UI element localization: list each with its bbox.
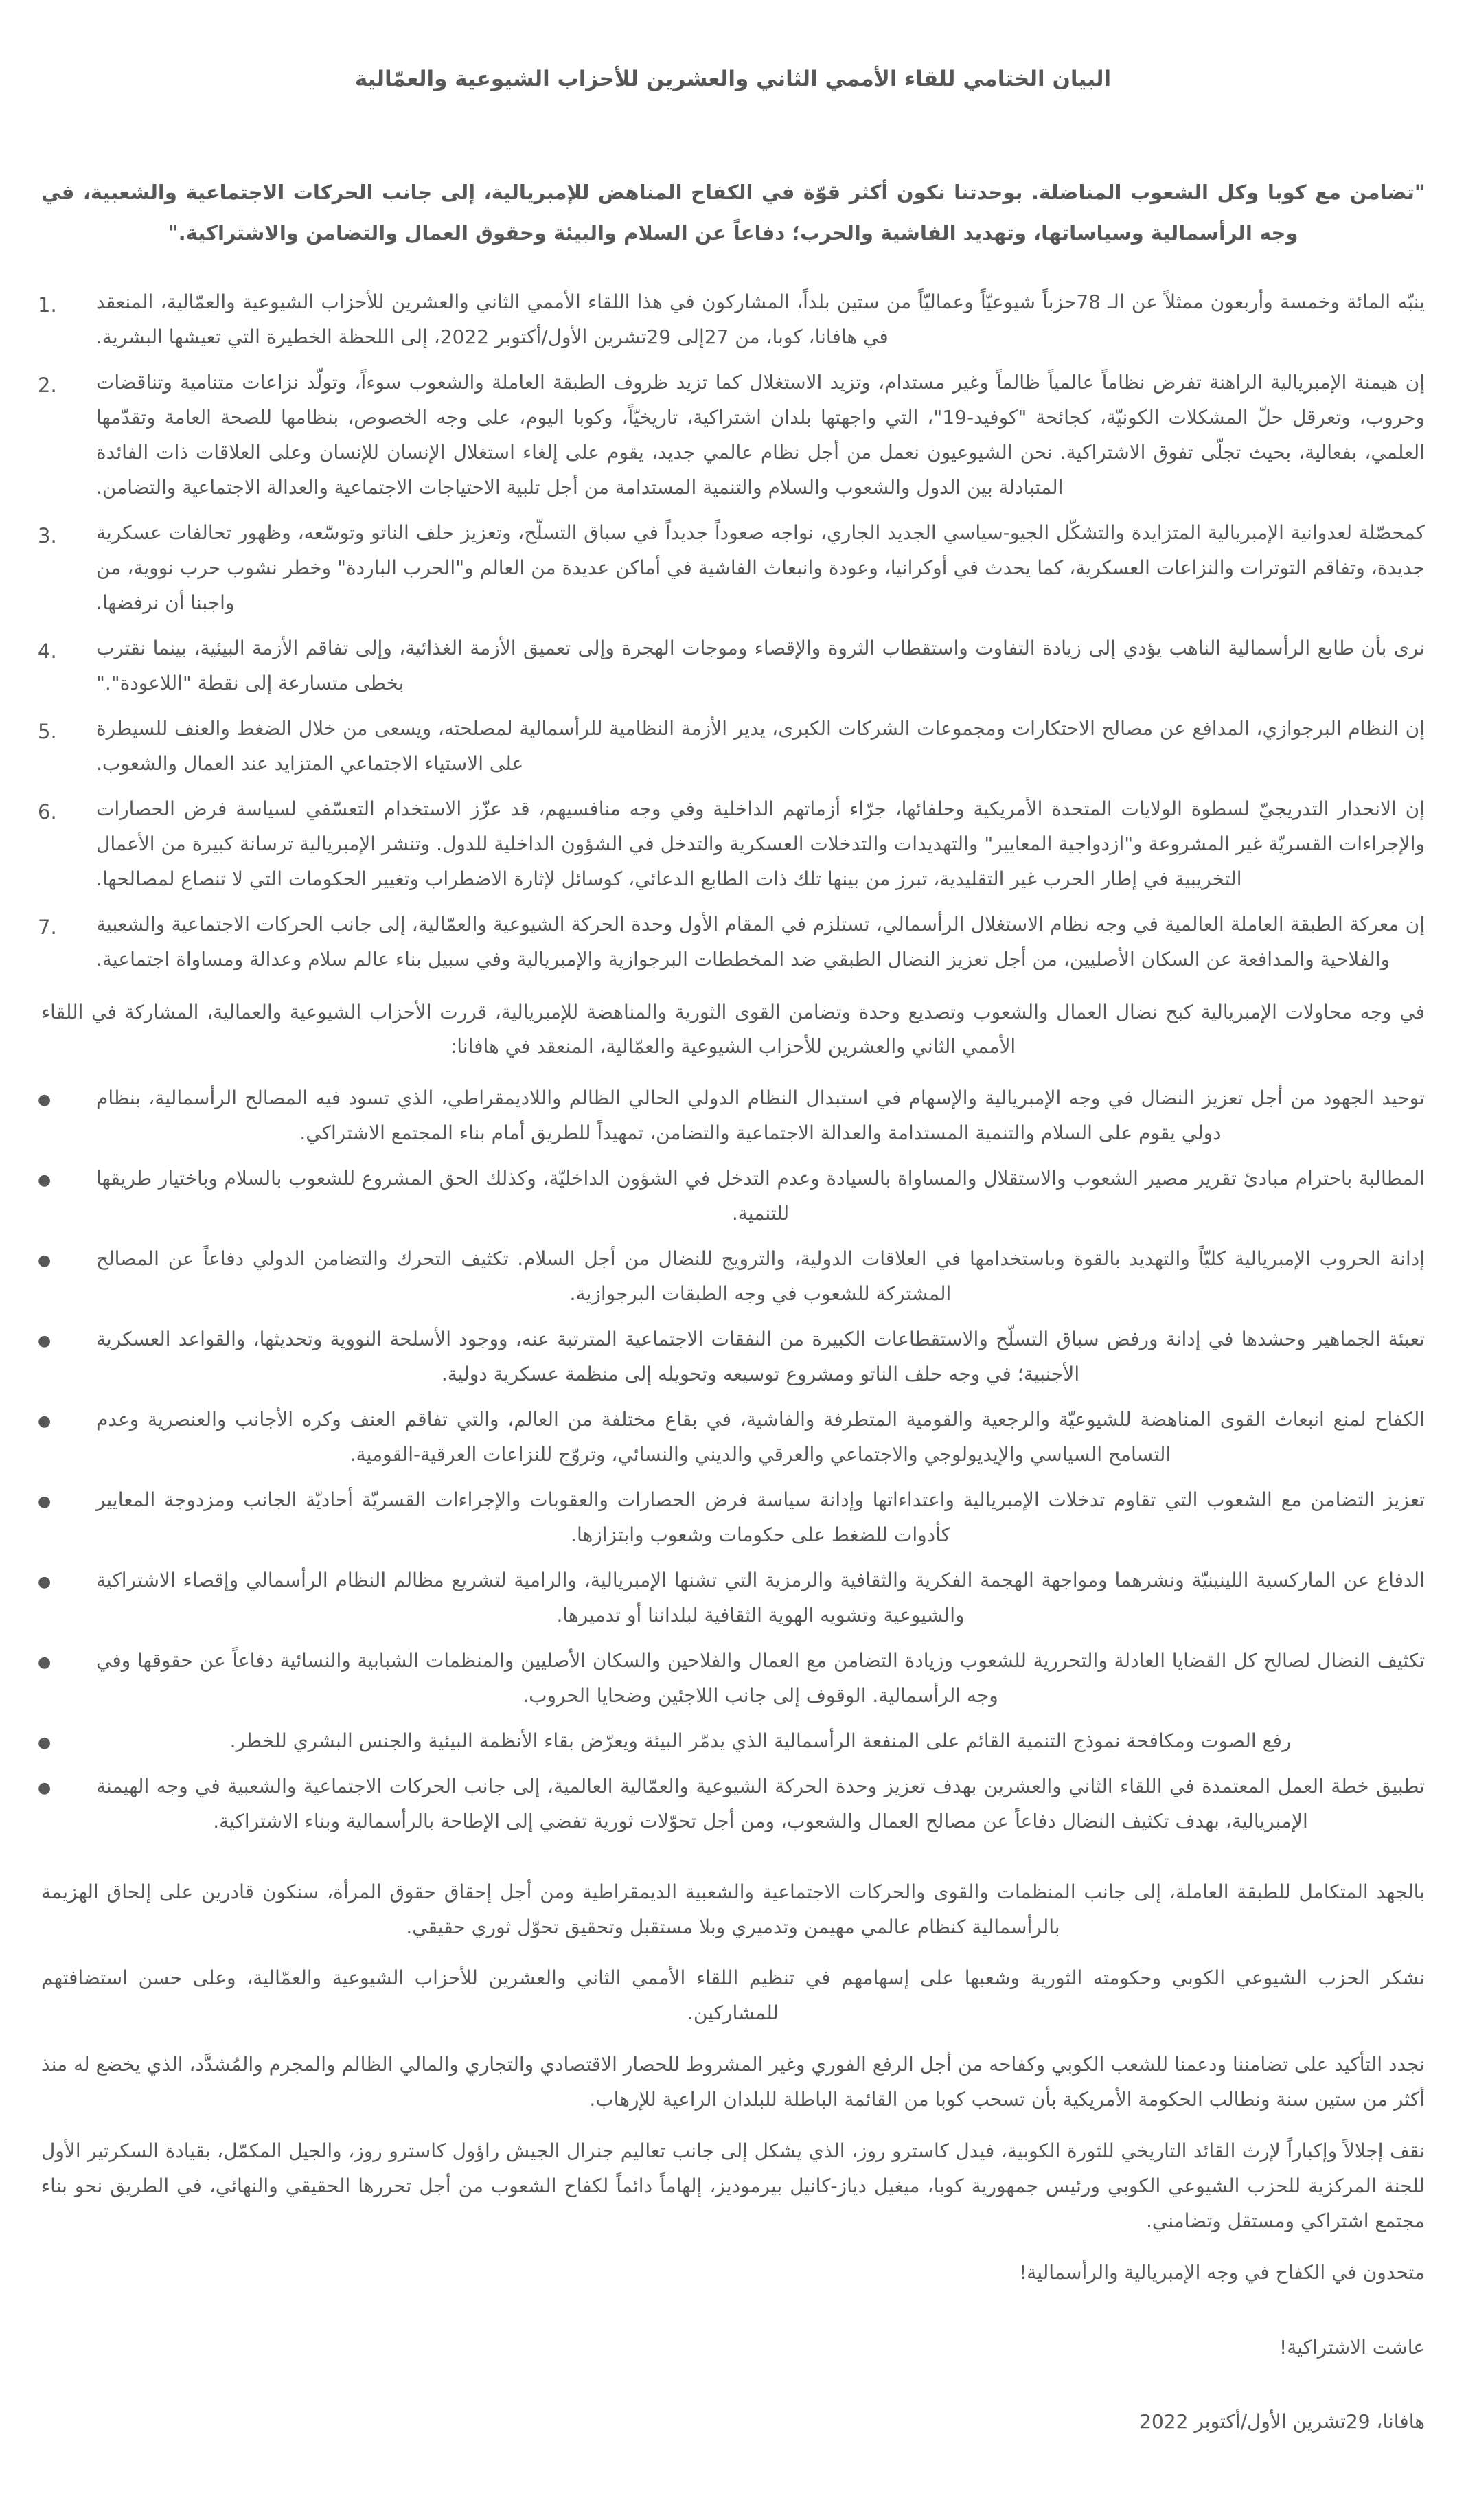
item-number: 7. (38, 915, 57, 939)
bullet-icon: ● (38, 1172, 51, 1190)
bullet-text: الدفاع عن الماركسية اللينينيّة ونشرهما ومواجهة الهجمة الفكرية والثقافية والرمزية التي تشنها الإمبريالية، والرامية لتشريع مظالم النظام الرأسمالي وإقصاء الاشتراكية والشيوعية وتشويه الهوية الثقافية لبلداننا أو تدميرها. (96, 1568, 1425, 1626)
bullet-item-8 (24, 1644, 1442, 1714)
closing-paragraph-3: نجدد التأكيد على تضامننا ودعمنا للشعب الكوبي وكفاحه من أجل الرفع الفوري وغير المشروط للحصار الاقتصادي والتجاري والمالي الظالم والمجرم والمُشدَّد، الذي يخضع له منذ أكثر من ستين سنة ونطالب الحكومة الأمريكية بأن تسحب كوبا من القائمة الباطلة للبلدان الراعية للإرهاب. (41, 2053, 1425, 2111)
bullet-lead-paragraph: في وجه محاولات الإمبريالية كبح نضال العمال والشعوب وتصديع وحدة وتضامن القوى الثورية والمناهضة للإمبريالية، قررت الأحزاب الشيوعية والعمالية، المشاركة في اللقاء الأممي الثاني والعشرين للأحزاب الشيوعية والعمّالية، المنعقد في هافانا: (41, 1000, 1425, 1058)
item-text: إن معركة الطبقة العاملة العالمية في وجه نظام الاستغلال الرأسمالي، تستلزم في المقام الأول وحدة الحركة الشيوعية والعمّالية، إلى جانب الحركات الاجتماعية والشعبية والفلاحية والمدافعة عن السكان الأصليين، من أجل تعزيز النضال الطبقي ضد المخططات البرجوازية والإمبريالية وفي سبيل بناء عالم سلام وعدالة ومساواة اجتماعية. (96, 912, 1425, 970)
item-text: إن هيمنة الإمبريالية الراهنة تفرض نظاماً عالمياً ظالماً وغير مستدام، وتزيد الاستغلال كما تزيد ظروف الطبقة العاملة والشعوب سوءاً، وتولّد نزاعات متنامية وتناقضات وحروب، وتعرقل حلّ المشكلات الكونيّة، كجائحة "كوفيد-19"، التي واجهتها بلدان اشتراكية، تاريخيّاً، وكوبا اليوم، على وجه الخصوص، بنظامها للصحة العامة وتقدّمها العلمي، بفعالية، بحيث تجلّى تفوق الاشتراكية. نحن الشيوعيون نعمل من أجل نظام عالمي جديد، يقوم على إلغاء استغلال الإنسان للإنسان وعلى العلاقات ذات الفائدة المتبادلة بين الدول والشعوب والسلام والتنمية المستدامة من أجل تلبية الاحتياجات الاجتماعية والعدالة الاجتماعية والتضامن. (96, 371, 1425, 499)
bullet-text: تعزيز التضامن مع الشعوب التي تقاوم تدخلات الإمبريالية واعتداءاتها وإدانة سياسة فرض الحصارات والعقوبات والإجراءات القسريّة أحاديّة الجانب ومزدوجة المعايير كأدوات للضغط على حكومات وشعوب وابتزازها. (96, 1488, 1425, 1546)
bullet-text: إدانة الحروب الإمبريالية كليّاً والتهديد بالقوة وباستخدامها في العلاقات الدولية، والترويج للنضال من أجل السلام. تكثيف التحرك والتضامن الدولي دفاعاً عن المصالح المشتركة للشعوب في وجه الطبقات البرجوازية. (96, 1247, 1425, 1306)
numbered-item-6 (24, 792, 1442, 897)
numbered-item-2 (24, 365, 1442, 506)
bullet-icon: ● (38, 1332, 51, 1350)
intro-statement: "تضامن مع كوبا وكل الشعوب المناضلة. بوحدتنا نكون أكثر قوّة في الكفاح المناهض للإمبريالية، إلى جانب الحركات الاجتماعية والشعبية، في وجه الرأسمالية وسياساتها، وتهديد الفاشية والحرب؛ دفاعاً عن السلام والبيئة وحقوق العمال والتضامن والاشتراكية." (41, 180, 1425, 245)
bullet-item-4 (24, 1322, 1442, 1392)
bullet-item-5 (24, 1403, 1442, 1473)
item-number: 1. (38, 293, 57, 317)
bullet-icon: ● (38, 1413, 51, 1431)
bullet-item-6 (24, 1483, 1442, 1553)
bullet-text: المطالبة باحترام مبادئ تقرير مصير الشعوب والاستقلال والمساواة بالسيادة وعدم التدخل في الشؤون الداخليّة، وكذلك الحق المشروع للشعوب بالسلام وباختيار طريقها للتنمية. (96, 1167, 1425, 1225)
item-number: 3. (38, 524, 57, 548)
bullet-item-7 (24, 1563, 1442, 1633)
item-number: 2. (38, 374, 57, 398)
item-number: 4. (38, 639, 57, 663)
bullet-item-1 (24, 1081, 1442, 1151)
item-text: نرى بأن طابع الرأسمالية الناهب يؤدي إلى زيادة التفاوت واستقطاب الثروة والإقصاء وموجات الهجرة وإلى تعميق الأزمة الغذائية، وإلى تفاقم الأزمة البيئية، بينما نقترب بخطى متسارعة إلى نقطة "اللاعودة"." (96, 636, 1425, 694)
bullet-text: الكفاح لمنع انبعاث القوى المناهضة للشيوعيّة والرجعية والقومية المتطرفة والفاشية، في بقاع مختلفة من العالم، والتي تفاقم العنف وكره الأجانب والعنصرية وعدم التسامح السياسي والإيديولوجي والاجتماعي والعرقي والديني والنسائي، وتروّج للنزاعات العرقية-القومية. (96, 1408, 1425, 1466)
bullet-item-10 (24, 1769, 1442, 1839)
bullet-text: تعبئة الجماهير وحشدها في إدانة ورفض سباق التسلّح والاستقطاعات الكبيرة من النفقات الاجتماعية المترتبة عنه، ووجود الأسلحة النووية وتحديثها، والقواعد العسكرية الأجنبية؛ في وجه حلف الناتو ومشروع توسيعه وتحويله إلى منظمة عسكرية دولية. (96, 1328, 1425, 1386)
bullet-item-2 (24, 1161, 1442, 1231)
bullet-icon: ● (38, 1653, 51, 1671)
slogan-anti-imperialism: متحدون في الكفاح في وجه الإمبريالية والرأسمالية! (1019, 2261, 1425, 2284)
section-spacer (24, 1857, 1442, 1875)
bullet-icon: ● (38, 1492, 51, 1510)
slogan-socialism: عاشت الاشتراكية! (1279, 2335, 1425, 2359)
numbered-item-5 (24, 712, 1442, 782)
bullet-icon: ● (38, 1573, 51, 1591)
bullet-item-9 (24, 1724, 1442, 1759)
dateline: هافانا، 29تشرين الأول/أكتوبر 2022 (1139, 2409, 1425, 2433)
bullet-icon: ● (38, 1091, 51, 1109)
item-text: إن النظام البرجوازي، المدافع عن مصالح الاحتكارات ومجموعات الشركات الكبرى، يدير الأزمة النظامية للرأسمالية لمصلحته، ويسعى من خلال الضغط والعنف للسيطرة على الاستياء الاجتماعي المتزايد عند العمال والشعوب. (96, 716, 1425, 775)
bullet-text: تكثيف النضال لصالح كل القضايا العادلة والتحررية للشعوب وزيادة التضامن مع العمال والفلاحين والسكان الأصليين والمنظمات الشبابية والنسائية دفاعاً عن حقوقها وفي وجه الرأسمالية. الوقوف إلى جانب اللاجئين وضحايا الحروب. (96, 1648, 1425, 1707)
numbered-item-7 (24, 907, 1442, 977)
item-text: كمحصّلة لعدوانية الإمبريالية المتزايدة والتشكّل الجيو-سياسي الجديد الجاري، نواجه صعوداً جديداً في سباق التسلّح، وتعزيز حلف الناتو وتوسّعه، وظهور تحالفات عسكرية جديدة، وتفاقم التوترات والنزاعات العسكرية، كما يحدث في أوكرانيا، وعودة وانبعاث الفاشية في أماكن عديدة من العالم و"الحرب الباردة" وخطر نشوب حرب نووية، من واجبنا أن نرفضها. (96, 521, 1425, 614)
bullet-icon: ● (38, 1779, 51, 1797)
bullet-item-3 (24, 1242, 1442, 1312)
closing-paragraph-2: نشكر الحزب الشيوعي الكوبي وحكومته الثورية وشعبها على إسهامهم في تنظيم اللقاء الأممي الثاني والعشرين للأحزاب الشيوعية والعمّالية، وعلى حسن استضافتهم للمشاركين. (41, 1966, 1425, 2025)
numbered-item-1 (24, 285, 1442, 355)
numbered-item-4 (24, 631, 1442, 701)
bullet-list (24, 1081, 1442, 1839)
tribute-paragraph: نقف إجلالاً وإكباراً لإرث القائد التاريخي للثورة الكوبية، فيدل كاسترو روز، الذي يشكل إلى جانب تعاليم جنرال الجيش راؤول كاسترو روز، والجيل المكمّل، بقيادة السكرتير الأول للجنة المركزية للحزب الشيوعي الكوبي ورئيس جمهورية كوبا، ميغيل دياز-كانيل بيرموديز، إلهاماً دائماً لكفاح الشعوب من أجل تحررها الحقيقي والنهائي، في الطريق نحو بناء مجتمع اشتراكي ومستقل وتضامني. (41, 2139, 1425, 2233)
item-text: ينبّه المائة وخمسة وأربعون ممثلاً عن الـ 78حزباً شيوعيّاً وعماليّاً من ستين بلداً، المشاركون في هذا اللقاء الأممي الثاني والعشرين للأحزاب الشيوعية والعمّالية، المنعقد في هافانا، كوبا، من 27إلى 29تشرين الأول/أكتوبر 2022، إلى اللحظة الخطيرة التي تعيشها البشرية. (96, 291, 1425, 349)
bullet-text: تطبيق خطة العمل المعتمدة في اللقاء الثاني والعشرين بهدف تعزيز وحدة الحركة الشيوعية والعمّالية العالمية، إلى جانب الحركات الاجتماعية والشعبية في وجه الهيمنة الإمبريالية، بهدف تكثيف النضال دفاعاً عن مصالح العمال والشعوب، ومن أجل تحوّلات ثورية تفضي إلى الإطاحة بالرأسمالية وبناء الاشتراكية. (96, 1774, 1425, 1832)
item-number: 6. (38, 799, 57, 824)
item-text: إن الانحدار التدريجيّ لسطوة الولايات المتحدة الأمريكية وحلفائها، جرّاء أزماتهم الداخلية وفي وجه منافسيهم، قد عزّز الاستخدام التعسّفي لسياسة فرض الحصارات والإجراءات القسريّة غير المشروعة و"ازدواجية المعايير" والتهديدات والتدخلات العسكرية والتدخل في الشؤون الداخلية للدول. وتنشر الإمبريالية ترسانة كبيرة من الأعمال التخريبية في إطار الحرب غير التقليدية، تبرز من بينها تلك ذات الطابع الدعائي، كوسائل لإثارة الاضطراب وتغيير الحكومات التي لا تنصاع لمصالحها. (96, 797, 1425, 890)
item-number: 5. (38, 719, 57, 743)
bullet-icon: ● (38, 1734, 51, 1751)
bullet-text: رفع الصوت ومكافحة نموذج التنمية القائم على المنفعة الرأسمالية الذي يدمّر البيئة ويعرّض بقاء الأنظمة البيئية والجنس البشري للخطر. (229, 1729, 1292, 1752)
closing-paragraph-1: بالجهد المتكامل للطبقة العاملة، إلى جانب المنظمات والقوى والحركات الاجتماعية والشعبية الديمقراطية ومن أجل إحقاق حقوق المرأة، سنكون قادرين على إلحاق الهزيمة بالرأسمالية كنظام عالمي مهيمن وتدميري وبلا مستقبل وتحقيق تحوّل ثوري حقيقي. (41, 1880, 1425, 1938)
numbered-item-3 (24, 516, 1442, 621)
page-title: البيان الختامي للقاء الأممي الثاني والعشرين للأحزاب الشيوعية والعمّالية (354, 67, 1112, 91)
bullet-text: توحيد الجهود من أجل تعزيز النضال في وجه الإمبريالية والإسهام في استبدال النظام الدولي الحالي الظالم واللاديمقراطي، الذي تسود فيه المصالح الرأسمالية، بنظام دولي يقوم على السلام والتنمية المستدامة والعدالة الاجتماعية والتضامن، تمهيداً للطريق أمام بناء المجتمع الاشتراكي. (96, 1087, 1425, 1145)
bullet-icon: ● (38, 1252, 51, 1270)
numbered-list (24, 285, 1442, 977)
